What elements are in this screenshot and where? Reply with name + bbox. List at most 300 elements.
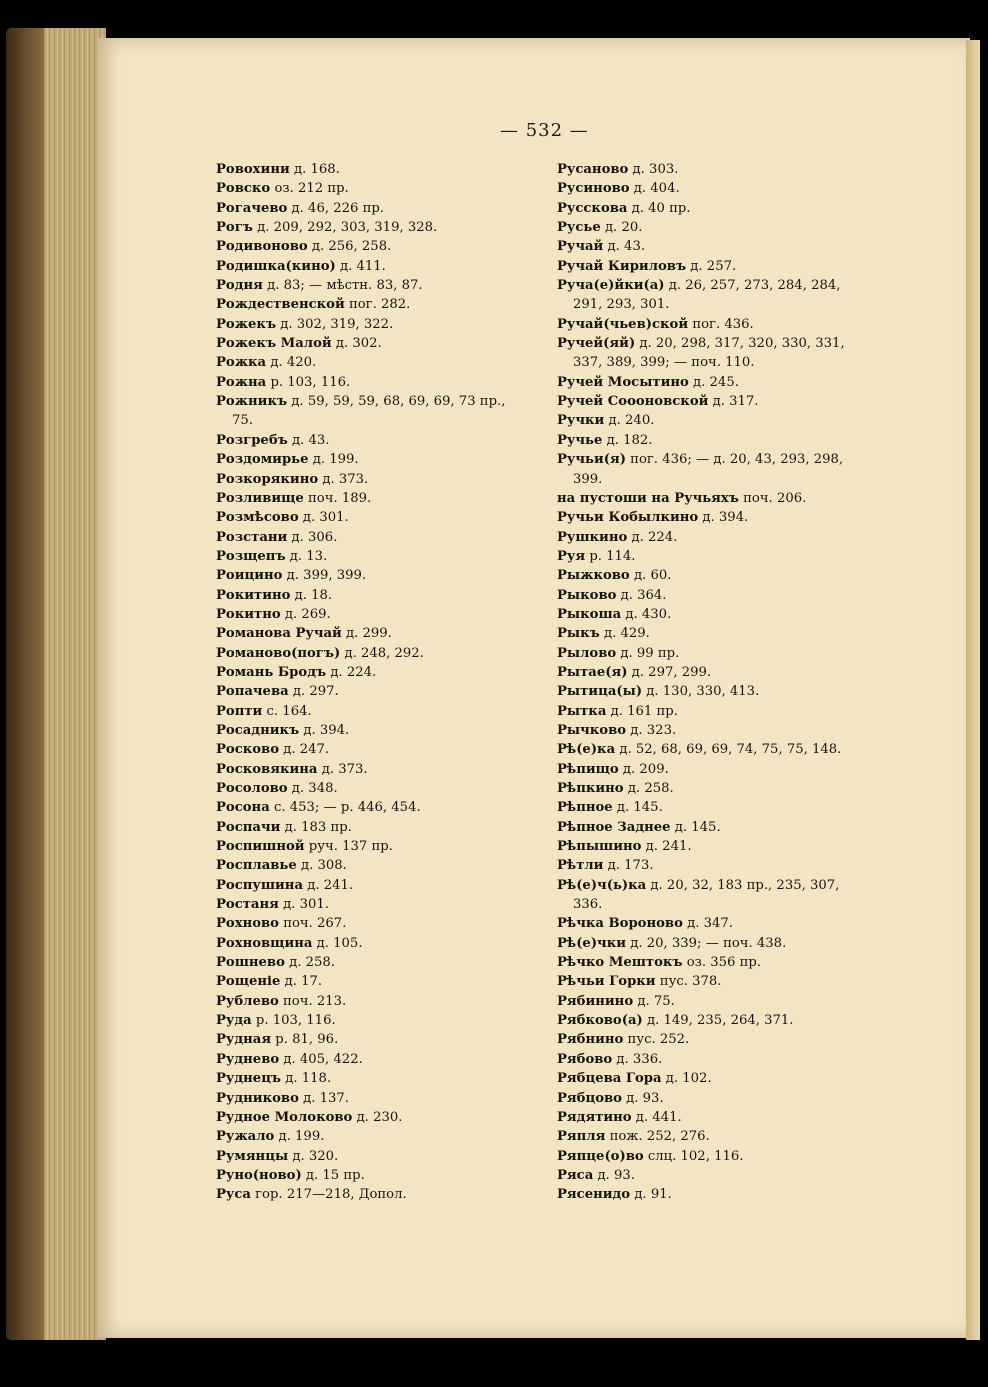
entry-name: Ровско bbox=[216, 181, 271, 197]
index-entry bbox=[557, 1127, 887, 1146]
index-entry bbox=[557, 528, 887, 547]
entry-reference: пог. 282. bbox=[348, 297, 411, 313]
index-entry bbox=[216, 624, 556, 643]
entry-reference: с. 453; — р. 446, 454. bbox=[273, 800, 421, 816]
entry-reference: д. 13. bbox=[289, 548, 328, 564]
entry-reference: д. 145. bbox=[674, 819, 721, 835]
entry-reference: д. 336. bbox=[616, 1051, 663, 1067]
entry-name: Романова Ручай bbox=[216, 626, 342, 642]
entry-reference: д. 373. bbox=[321, 761, 368, 777]
index-entry bbox=[557, 1011, 887, 1030]
entry-reference-continued: 399. bbox=[573, 471, 603, 487]
entry-name: Рудное Молоково bbox=[216, 1109, 353, 1125]
entry-name: Русье bbox=[557, 220, 601, 236]
index-entry bbox=[557, 605, 887, 624]
entry-name: Росона bbox=[216, 800, 270, 816]
index-entry bbox=[557, 450, 887, 489]
entry-name: Рядятино bbox=[557, 1109, 632, 1125]
entry-reference: пус. 252. bbox=[627, 1032, 690, 1048]
index-entry bbox=[557, 972, 887, 991]
entry-name: Рогачево bbox=[216, 200, 288, 216]
index-entry bbox=[216, 1108, 556, 1127]
entry-name: Розгребъ bbox=[216, 432, 288, 448]
entry-name: Ручки bbox=[557, 413, 605, 429]
entry-reference: д. 373. bbox=[322, 471, 369, 487]
index-entry bbox=[557, 702, 887, 721]
entry-reference: пог. 436; — д. 20, 43, 293, 298, bbox=[630, 452, 844, 468]
entry-name: Руча(е)йки(а) bbox=[557, 278, 665, 294]
entry-reference: д. 247. bbox=[283, 742, 330, 758]
entry-reference: поч. 213. bbox=[283, 993, 347, 1009]
entry-reference: р. 114. bbox=[589, 548, 636, 564]
entry-reference: д. 399, 399. bbox=[286, 568, 367, 584]
entry-name: Русиново bbox=[557, 181, 630, 197]
entry-reference: д. 161 пр. bbox=[610, 703, 678, 719]
entry-name: Родишка(кино) bbox=[216, 258, 336, 274]
entry-name: Рохново bbox=[216, 916, 279, 932]
entry-reference: д. 20, 298, 317, 320, 330, 331, bbox=[639, 336, 845, 352]
index-entry bbox=[216, 992, 556, 1011]
entry-name: Ропачева bbox=[216, 684, 289, 700]
entry-reference: д. 137. bbox=[303, 1090, 349, 1106]
index-entry bbox=[557, 1147, 887, 1166]
entry-reference: р. 103, 116. bbox=[255, 1013, 336, 1029]
entry-name: Родивоново bbox=[216, 239, 308, 255]
index-entry bbox=[557, 1050, 887, 1069]
index-entry bbox=[557, 682, 887, 701]
index-entry bbox=[557, 276, 887, 315]
entry-name: Рѣ(е)ч(ь)ка bbox=[557, 877, 647, 893]
index-entry bbox=[216, 1030, 556, 1049]
index-entry bbox=[557, 431, 887, 450]
entry-name: Рожникъ bbox=[216, 394, 288, 410]
index-entry bbox=[557, 392, 887, 411]
entry-reference: д. 299. bbox=[346, 626, 392, 642]
entry-name: Ружало bbox=[216, 1129, 275, 1145]
entry-reference: д. 301. bbox=[302, 510, 349, 526]
entry-name: Рѣ(е)ка bbox=[557, 742, 616, 758]
entry-reference: д. 99 пр. bbox=[620, 645, 680, 661]
entry-reference-continued: 291, 293, 301. bbox=[573, 297, 670, 313]
entry-reference: д. 441. bbox=[635, 1109, 682, 1125]
index-entry bbox=[557, 334, 887, 373]
entry-name: Рѣтли bbox=[557, 858, 604, 874]
entry-reference: д. 105. bbox=[316, 935, 363, 951]
index-entry bbox=[216, 818, 556, 837]
entry-name: Рѣпное Заднее bbox=[557, 819, 671, 835]
entry-name: Рудная bbox=[216, 1032, 272, 1048]
entry-name: Рыжково bbox=[557, 568, 630, 584]
entry-name: Ручьи(я) bbox=[557, 452, 626, 468]
entry-name: Ряпля bbox=[557, 1129, 606, 1145]
entry-reference: оз. 212 пр. bbox=[274, 181, 349, 197]
entry-name: Рождественской bbox=[216, 297, 345, 313]
entry-reference: д. 347. bbox=[687, 916, 733, 932]
index-entry bbox=[557, 663, 887, 682]
entry-reference: д. 209. bbox=[622, 761, 669, 777]
entry-reference: д. 257. bbox=[690, 258, 737, 274]
entry-name: Рытае(я) bbox=[557, 664, 628, 680]
entry-name: Розливище bbox=[216, 490, 304, 506]
entry-name: Розщепъ bbox=[216, 548, 286, 564]
entry-name: Росолово bbox=[216, 781, 288, 796]
entry-reference: д. 394. bbox=[303, 722, 350, 738]
entry-reference: д. 130, 330, 413. bbox=[646, 684, 760, 700]
entry-name: Росково bbox=[216, 742, 280, 758]
index-entry bbox=[557, 257, 887, 276]
index-entry bbox=[557, 876, 887, 915]
entry-name: Ручей Соооновской bbox=[557, 394, 709, 410]
index-entry bbox=[216, 276, 556, 295]
entry-reference: д. 118. bbox=[285, 1071, 332, 1087]
entry-reference: д. 83; — мѣстн. 83, 87. bbox=[267, 278, 423, 294]
index-entry bbox=[216, 876, 556, 895]
index-entry bbox=[557, 489, 887, 508]
entry-name: Рокитино bbox=[216, 587, 291, 603]
index-entry bbox=[216, 1185, 556, 1204]
index-entry bbox=[216, 798, 556, 817]
entry-name: Росковякина bbox=[216, 761, 318, 777]
entry-name: Ручьи Кобылкино bbox=[557, 510, 699, 526]
entry-name: Рошнево bbox=[216, 955, 285, 971]
entry-reference: с. 164. bbox=[266, 703, 312, 719]
page-number: — 532 — bbox=[500, 120, 589, 141]
entry-name: Рѣпищо bbox=[557, 761, 619, 777]
entry-reference: д. 241. bbox=[645, 839, 692, 855]
entry-name: Ровохини bbox=[216, 162, 290, 177]
entry-name: Ручей Мосытино bbox=[557, 374, 689, 390]
entry-name: Росадникъ bbox=[216, 722, 300, 738]
entry-name: Рытка bbox=[557, 703, 607, 719]
index-entry bbox=[216, 856, 556, 875]
index-entry bbox=[557, 1069, 887, 1088]
entry-reference: д. 241. bbox=[307, 877, 354, 893]
entry-name: Рябнино bbox=[557, 1032, 624, 1048]
index-entry bbox=[557, 218, 887, 237]
entry-name: Ряса bbox=[557, 1167, 594, 1183]
book-right-edge bbox=[966, 40, 980, 1340]
index-entry bbox=[216, 895, 556, 914]
entry-reference: д. 258. bbox=[289, 955, 335, 971]
entry-name: Розстани bbox=[216, 529, 288, 545]
index-entry bbox=[216, 334, 556, 353]
entry-name: Рѣчка Вороново bbox=[557, 916, 683, 932]
index-entry bbox=[216, 373, 556, 392]
index-entry bbox=[216, 450, 556, 469]
entry-reference: д. 245. bbox=[693, 374, 739, 390]
entry-name: Ручай Кириловъ bbox=[557, 258, 687, 274]
entry-name: Рябцово bbox=[557, 1090, 622, 1106]
entry-name: Ряпце(о)во bbox=[557, 1148, 644, 1164]
index-entry bbox=[557, 1185, 887, 1204]
entry-name: Рѣпное bbox=[557, 800, 613, 816]
index-entry bbox=[216, 702, 556, 721]
entry-reference: д. 230. bbox=[356, 1109, 403, 1125]
entry-reference: д. 411. bbox=[339, 258, 386, 274]
entry-name: Ручье bbox=[557, 432, 603, 448]
index-entry bbox=[216, 644, 556, 663]
index-entry bbox=[216, 605, 556, 624]
entry-name: Рогъ bbox=[216, 220, 253, 236]
entry-name: Русаново bbox=[557, 162, 629, 177]
index-entry bbox=[216, 218, 556, 237]
entry-reference: д. 248, 292. bbox=[344, 645, 424, 661]
entry-reference: д. 323. bbox=[630, 722, 677, 738]
entry-name: Румянцы bbox=[216, 1148, 289, 1164]
entry-reference: д. 182. bbox=[606, 432, 653, 448]
index-entry bbox=[216, 295, 556, 314]
entry-reference: д. 394. bbox=[702, 510, 749, 526]
index-entry bbox=[557, 760, 887, 779]
entry-name: Рожекъ bbox=[216, 316, 277, 332]
entry-name: Рябцева Гора bbox=[557, 1071, 662, 1087]
entry-reference: слц. 102, 116. bbox=[647, 1148, 744, 1164]
entry-name: Руднецъ bbox=[216, 1071, 282, 1087]
index-entry bbox=[216, 237, 556, 256]
entry-name: Рябинино bbox=[557, 993, 634, 1009]
index-entry bbox=[216, 160, 556, 179]
entry-reference: д. 20, 339; — поч. 438. bbox=[630, 935, 787, 951]
index-entry bbox=[557, 934, 887, 953]
entry-reference: д. 209, 292, 303, 319, 328. bbox=[257, 220, 438, 236]
entry-reference: д. 303. bbox=[632, 162, 679, 177]
entry-reference: д. 93. bbox=[626, 1090, 664, 1106]
entry-name: Романово(погъ) bbox=[216, 645, 341, 661]
entry-name: Роздомирье bbox=[216, 452, 309, 468]
entry-reference: д. 40 пр. bbox=[631, 200, 691, 216]
entry-name: Роспишной bbox=[216, 839, 305, 855]
entry-reference: д. 199. bbox=[278, 1129, 325, 1145]
entry-name: Руса bbox=[216, 1187, 251, 1203]
index-entry bbox=[557, 1108, 887, 1127]
entry-reference: д. 173. bbox=[607, 858, 654, 874]
entry-reference: д. 59, 59, 59, 68, 69, 69, 73 пр., bbox=[291, 394, 506, 410]
entry-name: Рушкино bbox=[557, 529, 628, 545]
entry-name: на пустоши на Ручьяхъ bbox=[557, 490, 739, 506]
entry-reference: д. 317. bbox=[712, 394, 759, 410]
entry-reference: д. 430. bbox=[625, 606, 672, 622]
entry-name: Рожекъ Малой bbox=[216, 336, 332, 352]
entry-name: Руднево bbox=[216, 1051, 280, 1067]
entry-reference: р. 81, 96. bbox=[275, 1032, 339, 1048]
entry-reference: д. 405, 422. bbox=[283, 1051, 363, 1067]
index-entry bbox=[216, 508, 556, 527]
entry-name: Рожка bbox=[216, 355, 267, 371]
index-entry bbox=[216, 663, 556, 682]
entry-reference: пог. 436. bbox=[692, 316, 754, 332]
entry-reference: д. 91. bbox=[634, 1187, 672, 1203]
index-entry bbox=[216, 470, 556, 489]
entry-name: Рытица(ы) bbox=[557, 684, 643, 700]
index-entry bbox=[216, 914, 556, 933]
index-entry bbox=[557, 411, 887, 430]
entry-name: Рясенидо bbox=[557, 1187, 631, 1203]
entry-reference: поч. 189. bbox=[308, 490, 372, 506]
index-entry bbox=[557, 624, 887, 643]
index-entry bbox=[216, 1127, 556, 1146]
entry-reference: д. 145. bbox=[616, 800, 663, 816]
entry-name: Рохновщина bbox=[216, 935, 313, 951]
entry-reference: д. 308. bbox=[300, 858, 347, 874]
entry-reference: д. 199. bbox=[312, 452, 359, 468]
index-entry bbox=[216, 760, 556, 779]
entry-reference: д. 420. bbox=[270, 355, 317, 371]
entry-reference: д. 297. bbox=[292, 684, 339, 700]
entry-reference: д. 348. bbox=[291, 781, 338, 796]
index-entry bbox=[216, 528, 556, 547]
entry-name: Розмѣсово bbox=[216, 510, 299, 526]
entry-reference: поч. 206. bbox=[743, 490, 807, 506]
book-page-edges bbox=[6, 28, 106, 1340]
entry-name: Рощеніе bbox=[216, 974, 281, 990]
entry-name: Рѣпкино bbox=[557, 781, 624, 796]
entry-name: Роспушина bbox=[216, 877, 303, 893]
entry-name: Рокитно bbox=[216, 606, 281, 622]
entry-name: Рѣчко Мештокъ bbox=[557, 955, 683, 971]
entry-reference-continued: 336. bbox=[573, 897, 603, 913]
entry-reference: д. 43. bbox=[607, 239, 646, 255]
index-entry bbox=[557, 373, 887, 392]
index-column-right bbox=[557, 160, 887, 1205]
index-entry bbox=[216, 1089, 556, 1108]
entry-reference: пус. 378. bbox=[659, 974, 722, 990]
index-entry bbox=[557, 644, 887, 663]
entry-name: Роицино bbox=[216, 568, 283, 584]
entry-reference: пож. 252, 276. bbox=[609, 1129, 710, 1145]
index-entry bbox=[557, 798, 887, 817]
index-entry bbox=[557, 914, 887, 933]
index-entry bbox=[557, 1089, 887, 1108]
entry-reference: д. 224. bbox=[631, 529, 678, 545]
entry-name: Руно(ново) bbox=[216, 1167, 302, 1183]
entry-reference: д. 183 пр. bbox=[284, 819, 352, 835]
index-entry bbox=[557, 779, 887, 798]
entry-name: Росплавье bbox=[216, 858, 297, 874]
entry-name: Рудниково bbox=[216, 1090, 299, 1106]
entry-reference: д. 20. bbox=[604, 220, 643, 236]
index-entry bbox=[216, 431, 556, 450]
index-entry bbox=[216, 740, 556, 759]
index-entry bbox=[557, 179, 887, 198]
index-entry bbox=[557, 315, 887, 334]
entry-name: Ростаня bbox=[216, 897, 279, 913]
index-entry bbox=[557, 1166, 887, 1185]
index-entry bbox=[216, 1069, 556, 1088]
entry-reference: д. 26, 257, 273, 284, 284, bbox=[668, 278, 841, 294]
index-column-left bbox=[216, 160, 556, 1205]
index-entry bbox=[557, 953, 887, 972]
entry-name: Рѣ(е)чки bbox=[557, 935, 627, 951]
index-entry bbox=[216, 566, 556, 585]
entry-name: Рублево bbox=[216, 993, 279, 1009]
entry-name: Ручей(яй) bbox=[557, 336, 636, 352]
index-entry bbox=[557, 508, 887, 527]
entry-name: Рычково bbox=[557, 722, 627, 738]
entry-name: Родня bbox=[216, 278, 263, 294]
entry-name: Роспачи bbox=[216, 819, 281, 835]
entry-reference-continued: 75. bbox=[232, 413, 253, 429]
index-entry bbox=[216, 1166, 556, 1185]
index-entry bbox=[216, 779, 556, 798]
index-entry bbox=[216, 199, 556, 218]
entry-name: Рѣчьи Горки bbox=[557, 974, 656, 990]
entry-name: Рябово bbox=[557, 1051, 613, 1067]
index-entry bbox=[216, 721, 556, 740]
entry-name: Рѣпышино bbox=[557, 839, 642, 855]
entry-reference: р. 103, 116. bbox=[270, 374, 351, 390]
index-entry bbox=[216, 392, 556, 431]
entry-reference: д. 93. bbox=[597, 1167, 635, 1183]
entry-name: Рябково(а) bbox=[557, 1013, 643, 1029]
book-cover bbox=[6, 28, 44, 1340]
entry-name: Ручай(чьев)ской bbox=[557, 316, 689, 332]
entry-name: Романь Бродъ bbox=[216, 664, 327, 680]
index-entry bbox=[216, 586, 556, 605]
index-entry bbox=[216, 837, 556, 856]
index-entry bbox=[557, 740, 887, 759]
index-entry bbox=[216, 1147, 556, 1166]
entry-reference: д. 269. bbox=[284, 606, 331, 622]
index-entry bbox=[216, 257, 556, 276]
entry-reference: д. 302. bbox=[335, 336, 382, 352]
entry-reference: д. 301. bbox=[283, 897, 329, 913]
entry-reference: д. 46, 226 пр. bbox=[291, 200, 385, 216]
index-entry bbox=[557, 856, 887, 875]
entry-reference-continued: 337, 389, 399; — поч. 110. bbox=[573, 355, 755, 371]
entry-reference: д. 429. bbox=[603, 626, 650, 642]
entry-name: Рыкоша bbox=[557, 606, 622, 622]
index-entry bbox=[216, 934, 556, 953]
entry-reference: д. 102. bbox=[665, 1071, 712, 1087]
index-entry bbox=[557, 547, 887, 566]
entry-reference: д. 75. bbox=[637, 993, 675, 1009]
entry-reference: д. 168. bbox=[293, 162, 340, 177]
entry-reference: д. 258. bbox=[627, 781, 674, 796]
index-entry bbox=[557, 237, 887, 256]
index-entry bbox=[557, 566, 887, 585]
entry-reference: д. 18. bbox=[294, 587, 333, 603]
entry-reference: д. 149, 235, 264, 371. bbox=[646, 1013, 794, 1029]
entry-reference: руч. 137 пр. bbox=[308, 839, 393, 855]
index-entry bbox=[216, 547, 556, 566]
entry-reference: д. 364. bbox=[620, 587, 667, 603]
index-entry bbox=[216, 972, 556, 991]
entry-reference: оз. 356 пр. bbox=[686, 955, 762, 971]
entry-reference: д. 256, 258. bbox=[311, 239, 392, 255]
index-entry bbox=[557, 818, 887, 837]
entry-reference: д. 320. bbox=[292, 1148, 339, 1164]
index-entry bbox=[557, 837, 887, 856]
entry-reference: поч. 267. bbox=[283, 916, 347, 932]
entry-name: Ропти bbox=[216, 703, 263, 719]
index-entry bbox=[216, 1050, 556, 1069]
index-entry bbox=[216, 953, 556, 972]
entry-name: Розкорякино bbox=[216, 471, 319, 487]
entry-reference: д. 404. bbox=[633, 181, 680, 197]
entry-reference: д. 302, 319, 322. bbox=[280, 316, 394, 332]
entry-reference: д. 43. bbox=[291, 432, 330, 448]
entry-reference: д. 306. bbox=[291, 529, 338, 545]
entry-reference: д. 224. bbox=[330, 664, 377, 680]
entry-reference: д. 60. bbox=[633, 568, 672, 584]
index-entry bbox=[216, 1011, 556, 1030]
index-entry bbox=[216, 353, 556, 372]
entry-reference: д. 240. bbox=[608, 413, 655, 429]
entry-name: Ручай bbox=[557, 239, 604, 255]
index-entry bbox=[216, 179, 556, 198]
entry-reference: д. 15 пр. bbox=[305, 1167, 365, 1183]
entry-reference: д. 20, 32, 183 пр., 235, 307, bbox=[650, 877, 840, 893]
